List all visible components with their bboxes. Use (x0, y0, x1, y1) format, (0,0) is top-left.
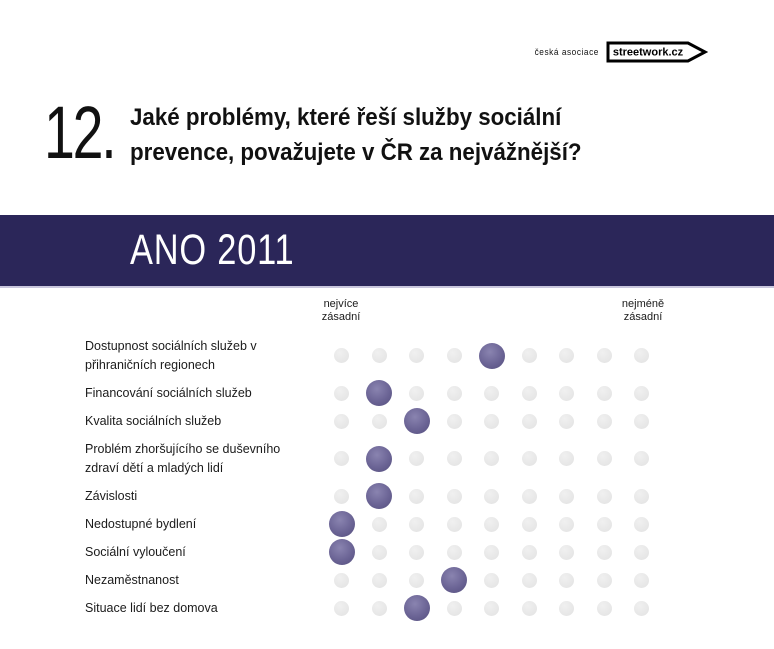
dot-scale (323, 435, 661, 482)
empty-dot (372, 545, 387, 560)
party-banner (0, 215, 774, 288)
dot-cell (586, 407, 624, 435)
empty-dot (559, 573, 574, 588)
dot-cell (511, 332, 549, 379)
empty-dot (634, 414, 649, 429)
dot-cell (473, 566, 511, 594)
dot-cell (436, 435, 474, 482)
chart-row (85, 332, 774, 379)
empty-dot (409, 545, 424, 560)
selected-dot (404, 408, 430, 434)
empty-dot (559, 517, 574, 532)
empty-dot (447, 386, 462, 401)
empty-dot (522, 573, 537, 588)
dot-cell (323, 510, 361, 538)
dot-cell (361, 482, 399, 510)
dot-cell (361, 407, 399, 435)
dot-scale (323, 510, 661, 538)
empty-dot (484, 451, 499, 466)
empty-dot (634, 451, 649, 466)
empty-dot (334, 489, 349, 504)
dot-cell (586, 379, 624, 407)
dot-cell (436, 482, 474, 510)
empty-dot (597, 517, 612, 532)
dot-cell (473, 379, 511, 407)
dot-cell (436, 379, 474, 407)
empty-dot (484, 386, 499, 401)
dot-cell (623, 538, 661, 566)
dot-cell (361, 566, 399, 594)
empty-dot (597, 386, 612, 401)
empty-dot (447, 517, 462, 532)
dot-cell (511, 510, 549, 538)
empty-dot (334, 451, 349, 466)
dot-cell (623, 332, 661, 379)
dot-cell (548, 538, 586, 566)
selected-dot (329, 539, 355, 565)
empty-dot (447, 348, 462, 363)
dot-scale (323, 566, 661, 594)
empty-dot (334, 414, 349, 429)
chart-row (85, 482, 774, 510)
empty-dot (447, 545, 462, 560)
empty-dot (484, 545, 499, 560)
dot-cell (623, 566, 661, 594)
empty-dot (522, 517, 537, 532)
chart-row (85, 594, 774, 622)
empty-dot (597, 489, 612, 504)
dot-cell (473, 332, 511, 379)
row-label: Situace lidí bez domova (85, 600, 218, 615)
dot-cell (473, 538, 511, 566)
dot-cell (548, 379, 586, 407)
logo-prefix-text: česká asociace (534, 47, 599, 57)
empty-dot (484, 573, 499, 588)
empty-dot (334, 601, 349, 616)
selected-dot (404, 595, 430, 621)
dot-cell (623, 594, 661, 622)
dot-scale (323, 594, 661, 622)
empty-dot (559, 489, 574, 504)
empty-dot (522, 414, 537, 429)
dot-matrix-chart (0, 294, 774, 622)
empty-dot (522, 601, 537, 616)
dot-cell (586, 566, 624, 594)
dot-cell (323, 566, 361, 594)
empty-dot (634, 573, 649, 588)
dot-cell (586, 332, 624, 379)
dot-cell (623, 407, 661, 435)
dot-cell (436, 407, 474, 435)
dot-cell (623, 435, 661, 482)
empty-dot (334, 348, 349, 363)
empty-dot (559, 414, 574, 429)
dot-cell (398, 538, 436, 566)
empty-dot (409, 517, 424, 532)
empty-dot (597, 601, 612, 616)
dot-cell (473, 594, 511, 622)
dot-cell (361, 379, 399, 407)
dot-cell (398, 566, 436, 594)
empty-dot (372, 414, 387, 429)
scale-label-most-fundamental: nejvíce zásadní (321, 298, 361, 323)
empty-dot (522, 451, 537, 466)
empty-dot (634, 545, 649, 560)
row-label: Nezaměstnanost (85, 572, 179, 587)
empty-dot (634, 489, 649, 504)
row-label: Problém zhoršujícího se duševního zdraví dětí a mladých lidí (85, 441, 281, 475)
empty-dot (447, 451, 462, 466)
dot-cell (398, 482, 436, 510)
scale-label-least-fundamental: nejméně zásadní (621, 298, 665, 323)
empty-dot (597, 451, 612, 466)
dot-scale (323, 482, 661, 510)
dot-cell (473, 482, 511, 510)
dot-cell (548, 482, 586, 510)
empty-dot (409, 451, 424, 466)
dot-cell (398, 407, 436, 435)
chart-rows (0, 332, 774, 622)
dot-cell (398, 379, 436, 407)
dot-cell (323, 435, 361, 482)
row-label: Nedostupné bydlení (85, 516, 197, 531)
dot-cell (586, 510, 624, 538)
dot-cell (511, 538, 549, 566)
empty-dot (522, 348, 537, 363)
logo-brand-text: streetwork.cz (612, 46, 684, 59)
chart-row (85, 538, 774, 566)
empty-dot (447, 414, 462, 429)
empty-dot (597, 348, 612, 363)
dot-cell (473, 407, 511, 435)
empty-dot (597, 414, 612, 429)
chart-row (85, 407, 774, 435)
empty-dot (559, 601, 574, 616)
dot-cell (548, 332, 586, 379)
empty-dot (372, 573, 387, 588)
selected-dot (366, 483, 392, 509)
empty-dot (409, 348, 424, 363)
empty-dot (372, 601, 387, 616)
scale-labels (0, 294, 774, 332)
empty-dot (597, 545, 612, 560)
dot-cell (586, 538, 624, 566)
dot-cell (548, 594, 586, 622)
dot-cell (323, 379, 361, 407)
selected-dot (479, 343, 505, 369)
empty-dot (559, 386, 574, 401)
selected-dot (366, 380, 392, 406)
empty-dot (634, 517, 649, 532)
dot-cell (586, 482, 624, 510)
dot-cell (436, 332, 474, 379)
dot-cell (436, 510, 474, 538)
empty-dot (634, 601, 649, 616)
streetwork-arrow-logo (606, 40, 708, 64)
dot-cell (361, 435, 399, 482)
dot-cell (586, 435, 624, 482)
empty-dot (634, 386, 649, 401)
question-title-line1: Jaké problémy, které řeší služby sociální (130, 104, 562, 131)
chart-row (85, 566, 774, 594)
dot-cell (361, 538, 399, 566)
dot-cell (623, 482, 661, 510)
dot-cell (361, 332, 399, 379)
selected-dot (441, 567, 467, 593)
row-label: Sociální vyloučení (85, 544, 186, 559)
dot-cell (398, 510, 436, 538)
dot-cell (361, 594, 399, 622)
dot-cell (511, 482, 549, 510)
dot-scale (323, 332, 661, 379)
empty-dot (522, 545, 537, 560)
empty-dot (559, 451, 574, 466)
selected-dot (366, 446, 392, 472)
dot-cell (436, 594, 474, 622)
empty-dot (409, 573, 424, 588)
dot-cell (548, 566, 586, 594)
empty-dot (334, 386, 349, 401)
empty-dot (559, 348, 574, 363)
question-title-line2: prevence, považujete v ČR za nejvážnější? (130, 139, 582, 166)
dot-cell (511, 407, 549, 435)
empty-dot (409, 386, 424, 401)
empty-dot (522, 489, 537, 504)
dot-cell (548, 435, 586, 482)
empty-dot (559, 545, 574, 560)
dot-cell (473, 435, 511, 482)
empty-dot (597, 573, 612, 588)
row-label: Financování sociálních služeb (85, 385, 252, 400)
chart-row (85, 510, 774, 538)
dot-cell (511, 566, 549, 594)
empty-dot (409, 489, 424, 504)
dot-cell (398, 594, 436, 622)
empty-dot (447, 489, 462, 504)
dot-scale (323, 538, 661, 566)
dot-cell (398, 332, 436, 379)
logo (529, 40, 708, 64)
empty-dot (334, 573, 349, 588)
dot-cell (511, 594, 549, 622)
row-label: Dostupnost sociálních služeb v přihraničních regionech (85, 338, 257, 372)
dot-cell (623, 510, 661, 538)
dot-cell (323, 332, 361, 379)
chart-row (85, 435, 774, 482)
question-number: 12. (44, 91, 115, 174)
dot-cell (436, 566, 474, 594)
party-name: ANO 2011 (130, 226, 295, 274)
dot-cell (323, 407, 361, 435)
dot-cell (323, 594, 361, 622)
empty-dot (484, 489, 499, 504)
dot-cell (361, 510, 399, 538)
dot-scale (323, 379, 661, 407)
dot-cell (548, 407, 586, 435)
dot-cell (511, 435, 549, 482)
dot-scale (323, 407, 661, 435)
dot-cell (623, 379, 661, 407)
question-title (130, 100, 582, 170)
empty-dot (484, 601, 499, 616)
dot-cell (323, 482, 361, 510)
empty-dot (372, 517, 387, 532)
empty-dot (447, 601, 462, 616)
dot-cell (548, 510, 586, 538)
empty-dot (522, 386, 537, 401)
dot-cell (511, 379, 549, 407)
empty-dot (484, 414, 499, 429)
chart-row (85, 379, 774, 407)
dot-cell (473, 510, 511, 538)
empty-dot (484, 517, 499, 532)
empty-dot (372, 348, 387, 363)
empty-dot (634, 348, 649, 363)
dot-cell (323, 538, 361, 566)
row-label: Závislosti (85, 488, 138, 503)
dot-cell (436, 538, 474, 566)
dot-cell (398, 435, 436, 482)
dot-cell (586, 594, 624, 622)
row-label: Kvalita sociálních služeb (85, 413, 222, 428)
selected-dot (329, 511, 355, 537)
